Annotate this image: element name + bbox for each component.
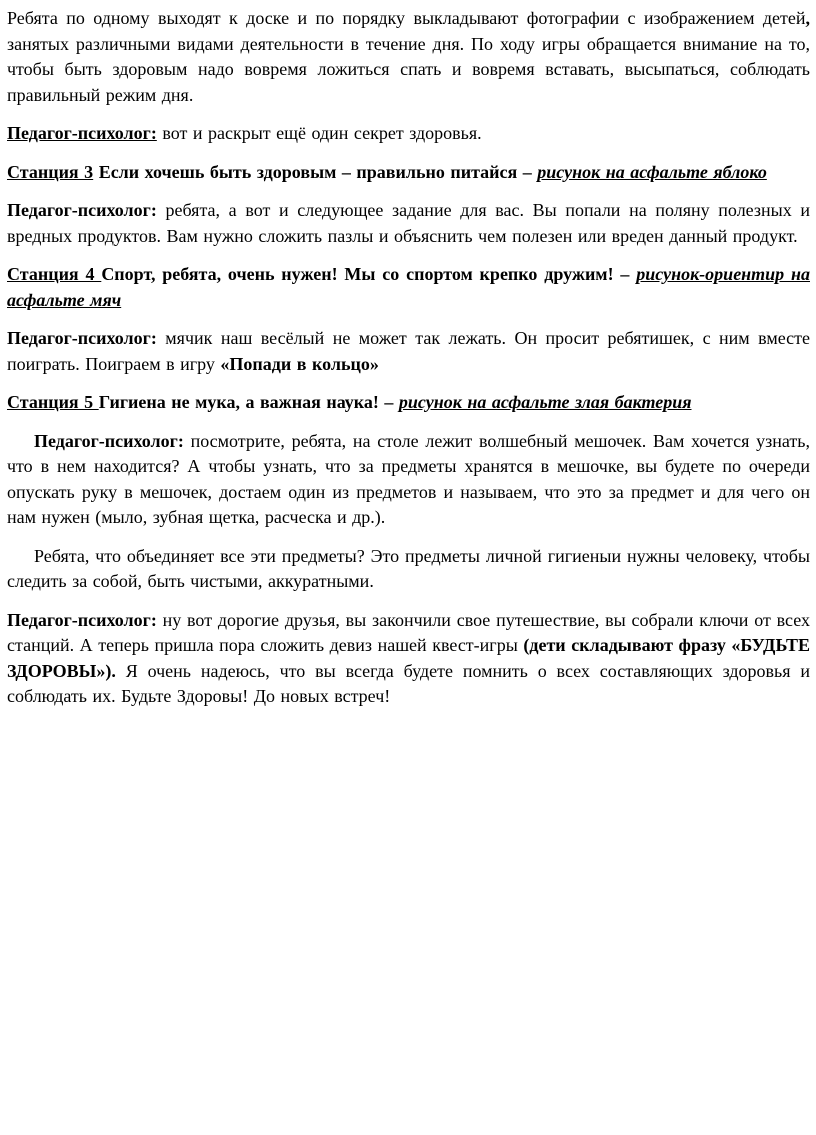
paragraph-station-3-task [7, 198, 810, 249]
text-run: , [805, 8, 810, 28]
paragraph-conclusion [7, 608, 810, 710]
text-run: «Попади в кольцо» [220, 353, 379, 374]
paragraph-station-3-heading [7, 160, 810, 186]
text-run: Ребята, что объединяет все эти предметы? Это предметы личной гигиеныи нужны человеку, чтобы следить за собой, быть чистыми, аккуратными. [7, 545, 810, 591]
text-run: Я очень надеюсь, что вы всегда будете помнить о всех составляющих здоровья и соблюдать их. Будьте Здоровы! До новых встреч! [7, 660, 810, 706]
paragraph-station-4-heading [7, 262, 810, 313]
text-run: Гигиена не мука, а важная наука! – [98, 392, 399, 412]
landmark-note: рисунок-ориентир на асфальте мяч [7, 264, 810, 310]
paragraph-intro [7, 6, 810, 108]
station-number: Станция 5 [7, 392, 99, 412]
text-run: (дети складывают фразу «БУДЬТЕ ЗДОРОВЫ»). [7, 635, 810, 681]
landmark-note: рисунок на асфальте яблоко [537, 161, 767, 182]
paragraph-station-4-task [7, 326, 810, 377]
speaker-label: Педагог-психолог: [7, 328, 157, 348]
speaker-label: Педагог-психолог: [7, 200, 157, 220]
station-number: Станция 4 [7, 264, 102, 284]
text-run: Спорт, ребята, очень нужен! Мы со спортом крепко дружим! – [101, 264, 637, 284]
speaker-label: Педагог-психолог: [34, 430, 184, 451]
text-run: ребята, а вот и следующее задание для вас. Вы попали на поляну полезных и вредных продуктов. Вам нужно сложить пазлы и объяснить чем полезен или вреден данный продукт. [7, 200, 810, 246]
text-run: Ребята по одному выходят к доске и по порядку выкладывают фотографии с изображением детей [7, 8, 806, 28]
station-number: Станция 3 [7, 161, 94, 182]
paragraph-psychologist-secret [7, 121, 810, 147]
text-run: вот и раскрыт ещё один секрет здоровья. [156, 123, 482, 143]
paragraph-station-5-task [7, 429, 810, 531]
landmark-note: рисунок на асфальте злая бактерия [398, 392, 692, 412]
paragraph-station-5-heading [7, 390, 810, 416]
text-run: мячик наш весёлый не может так лежать. Он просит ребятишек, с ним вместе поиграть. Поиграем в игру [7, 328, 810, 374]
speaker-label: Педагог-психолог: [7, 123, 157, 143]
text-run: Если хочешь быть здоровым – правильно питайся – [93, 161, 538, 182]
speaker-label: Педагог-психолог: [7, 609, 157, 630]
text-run: ну вот дорогие друзья, вы закончили свое путешествие, вы собрали ключи от всех станций. А теперь пришла пора сложить девиз нашей квест-игры [7, 609, 810, 655]
text-run: посмотрите, ребята, на столе лежит волшебный мешочек. Вам хочется узнать, что в нем находится? А чтобы узнать, что за предметы хранятся в мешочке, вы будете по очереди опускать руку в мешочек, достаем один из предметов и называем, что это за предмет и для чего он нам нужен (мыло, зубная щетка, расческа и др.). [7, 430, 810, 527]
text-run: занятых различными видами деятельности в течение дня. По ходу игры обращается внимание на то, чтобы быть здоровым надо вовремя ложиться спать и вовремя вставать, высыпаться, соблюдать правильный режим дня. [7, 33, 810, 105]
paragraph-station-5-discussion [7, 544, 810, 595]
